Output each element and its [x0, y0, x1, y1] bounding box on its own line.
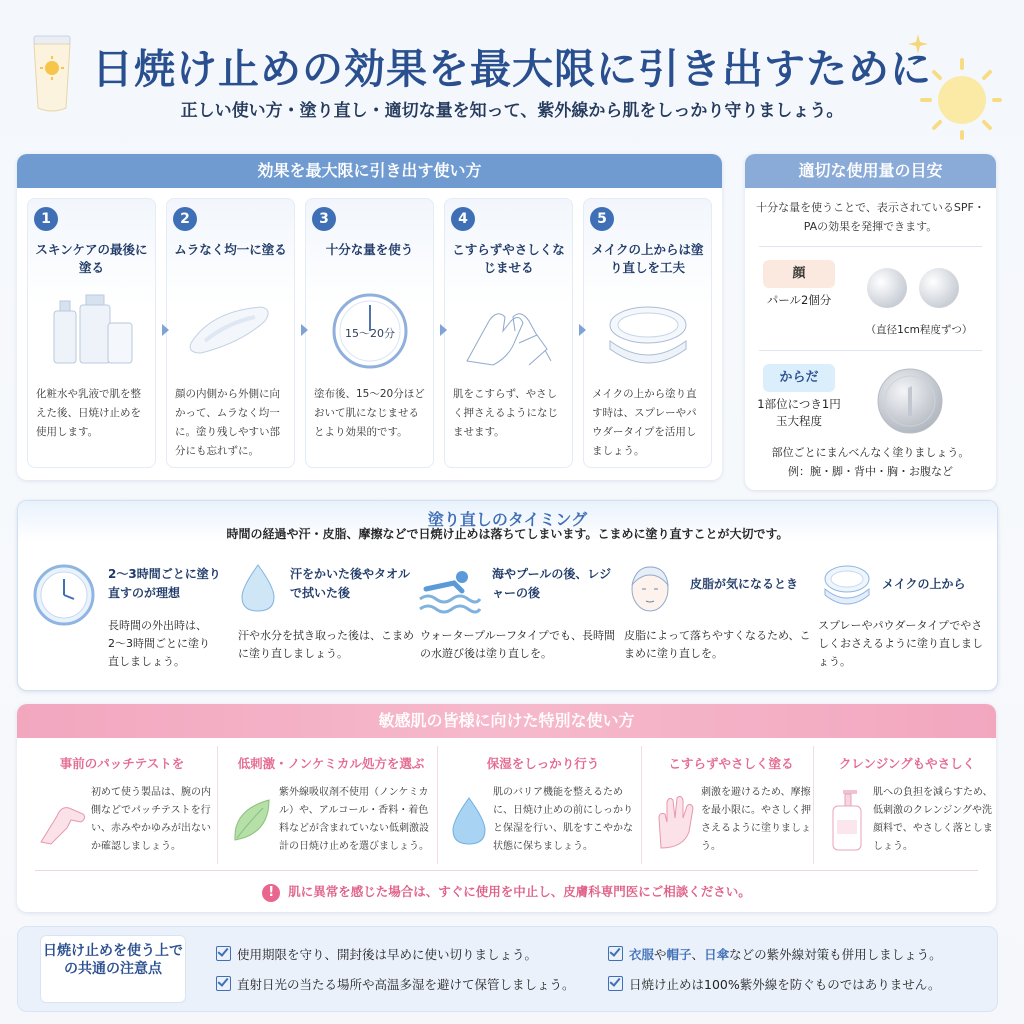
notes-section	[17, 926, 998, 1012]
arrow-icon	[579, 324, 586, 336]
reapply-title: 海やプールの後、レジャーの後	[492, 567, 612, 600]
face-label: 顔	[763, 260, 835, 288]
step-title: ムラなく均一に塗る	[174, 242, 287, 257]
sensitive-desc: 紫外線吸収剤不使用（ノンケミカル）や、アルコール・香料・着色料などが含まれていない低刺激設計の日焼け止めを選びましょう。	[279, 787, 429, 852]
sensitive-desc: 肌への負担を減らすため、低刺激のクレンジングや洗顔料で、やさしく落としましょう。	[873, 787, 993, 852]
sensitive-item	[649, 746, 814, 864]
note-text: や	[654, 947, 667, 962]
note-item	[608, 945, 942, 963]
drop-icon	[449, 794, 489, 846]
sensitive-title: 事前のパッチテストを	[59, 756, 185, 771]
note-item	[216, 945, 537, 963]
step-number: 4	[451, 207, 475, 231]
note-highlight: 帽子	[666, 947, 692, 962]
reapply-item	[622, 553, 812, 683]
page-title: 日焼け止めの効果を最大限に引き出すために	[92, 45, 932, 93]
usage-section	[17, 154, 722, 480]
reapply-title: メイクの上から	[882, 577, 966, 591]
timer-icon	[320, 291, 420, 371]
step-number: 5	[590, 207, 614, 231]
arrow-icon	[301, 324, 308, 336]
sensitive-title: こすらずやさしく塗る	[668, 756, 794, 771]
reapply-title: 皮脂が気になるとき	[690, 577, 799, 591]
notes-title: 日焼け止めを使う上での共通の注意点	[43, 943, 183, 977]
reapply-heading: 塗り直しのタイミング	[427, 510, 588, 529]
sensitive-desc: 肌のバリア機能を整えるために、日焼け止めの前にしっかりと保湿を行い、肌をすこやかな状態に保ちましょう。	[493, 787, 633, 852]
hands-icon	[459, 291, 559, 371]
note-item	[216, 975, 575, 993]
note-item	[608, 975, 941, 993]
step-title: メイクの上からは塗り直しを工夫	[591, 242, 704, 275]
sensitive-section	[17, 704, 996, 912]
reapply-desc: ウォータープルーフタイプでも、長時間の水遊び後は塗り直しを。	[420, 629, 616, 660]
reapply-desc: 汗や水分を拭き取った後は、こまめに塗り直しましょう。	[238, 629, 414, 660]
arrow-icon	[162, 324, 169, 336]
step-number: 3	[312, 207, 336, 231]
reapply-item	[28, 553, 221, 683]
step-title: スキンケアの最後に塗る	[35, 242, 148, 275]
hand-icon	[653, 792, 697, 850]
step-description: 顔の内側から外側に向かって、ムラなく均一に。塗り残しやすい部分にも忘れずに。	[175, 388, 280, 457]
step-number: 1	[34, 207, 58, 231]
step-card	[305, 198, 434, 468]
cream-swipe-icon	[181, 291, 281, 371]
face-note: （直径1cm程度ずつ）	[865, 324, 973, 336]
swimmer-icon	[418, 565, 482, 615]
sensitive-item	[445, 746, 642, 864]
step-description: 塗布後、15〜20分ほどおいて肌になじませるとより効果的です。	[314, 388, 425, 438]
reapply-item	[818, 553, 994, 683]
reapply-desc: 皮脂によって落ちやすくなるため、こまめに塗り直しを。	[624, 629, 811, 660]
step-card	[444, 198, 573, 468]
amount-section	[745, 154, 996, 490]
step-description: メイクの上から塗り直す時は、スプレーやパウダータイプを活用しましょう。	[592, 388, 697, 457]
leaf-icon	[229, 794, 273, 846]
warning-text: 肌に異常を感じた場合は、すぐに使用を中止し、皮膚科専門医にご相談ください。	[288, 884, 751, 899]
usage-heading: 効果を最大限に引き出す使い方	[17, 154, 722, 188]
pump-bottle-icon	[827, 788, 867, 852]
compact-icon	[598, 291, 698, 371]
note-text: などの紫外線対策も併用しましょう。	[729, 947, 942, 962]
note-text: 使用期限を守り、開封後は早めに使い切りましょう。	[237, 947, 538, 962]
pearl-icon	[861, 264, 971, 310]
reapply-item	[228, 553, 418, 683]
reapply-section	[17, 500, 998, 691]
arrow-icon	[440, 324, 447, 336]
reapply-item	[418, 553, 616, 683]
body-note: 部位ごとにまんべんなく塗りましょう。	[771, 446, 970, 459]
sensitive-item	[27, 746, 218, 864]
body-example: 例：腕・脚・背中・胸・お腹など	[788, 465, 953, 478]
amount-intro: 十分な量を使うことで、表示されているSPF・PAの効果を発揮できます。	[756, 201, 985, 233]
sensitive-desc: 刺激を避けるため、摩擦を最小限に。やさしく押さえるように塗りましょう。	[701, 787, 811, 852]
timer-label: 15〜20分	[345, 327, 395, 340]
reapply-subtitle: 時間の経過や汗・皮脂、摩擦などで日焼け止めは落ちてしまいます。こまめに塗り直すことが大切です。	[226, 527, 789, 541]
note-highlight: 衣服	[629, 947, 655, 962]
arm-icon	[37, 794, 89, 846]
sensitive-item	[821, 746, 993, 864]
warning-message	[17, 882, 996, 902]
step-card	[27, 198, 156, 468]
coin-icon	[875, 366, 945, 436]
sensitive-desc: 初めて使う製品は、腕の内側などでパッチテストを行い、赤みやかゆみが出ないか確認しましょう。	[91, 787, 211, 852]
compact-icon	[822, 559, 872, 609]
checkbox-icon	[608, 976, 623, 991]
step-title: こすらずやさしくなじませる	[452, 242, 565, 275]
step-description: 化粧水や乳液で肌を整えた後、日焼け止めを使用します。	[36, 388, 141, 438]
sensitive-item	[225, 746, 438, 864]
clock-icon	[32, 563, 96, 627]
body-amount: 1部位につき1円玉大程度	[757, 397, 841, 428]
note-text: 直射日光の当たる場所や高温多湿を避けて保管しましょう。	[237, 977, 575, 992]
face-icon	[626, 561, 674, 617]
sensitive-heading: 敏感肌の皆様に向けた特別な使い方	[17, 704, 996, 738]
body-label: からだ	[763, 364, 835, 392]
checkbox-icon	[608, 946, 623, 961]
reapply-desc: スプレーやパウダータイプでやさしくおさえるように塗り直しましょう。	[818, 619, 983, 668]
checkbox-icon	[216, 976, 231, 991]
skincare-bottles-icon	[42, 291, 142, 371]
sensitive-title: 保湿をしっかり行う	[486, 756, 600, 771]
sensitive-title: 低刺激・ノンケミカル処方を選ぶ	[237, 756, 425, 771]
reapply-title: 汗をかいた後やタオルで拭いた後	[290, 567, 411, 600]
step-card	[583, 198, 712, 468]
note-text: 日焼け止めは100%紫外線を防ぐものではありません。	[629, 977, 941, 992]
step-description: 肌をこすらず、やさしく押さえるようになじませます。	[453, 388, 558, 438]
amount-heading: 適切な使用量の目安	[745, 154, 996, 188]
water-drop-icon	[238, 561, 278, 615]
checkbox-icon	[216, 946, 231, 961]
step-card	[166, 198, 295, 468]
reapply-desc: 長時間の外出時は、2〜3時間ごとに塗り直しましょう。	[108, 619, 210, 668]
alert-icon: !	[262, 884, 280, 902]
step-number: 2	[173, 207, 197, 231]
page-subtitle: 正しい使い方・塗り直し・適切な量を知って、紫外線から肌をしっかり守りましょう。	[180, 101, 844, 121]
face-amount: パール2個分	[766, 293, 832, 307]
note-highlight: 日傘	[704, 947, 730, 962]
note-text: 、	[691, 947, 705, 962]
reapply-title: 2〜3時間ごとに塗り直すのが理想	[108, 567, 221, 600]
step-title: 十分な量を使う	[325, 242, 414, 257]
sensitive-title: クレンジングもやさしく	[838, 756, 976, 771]
